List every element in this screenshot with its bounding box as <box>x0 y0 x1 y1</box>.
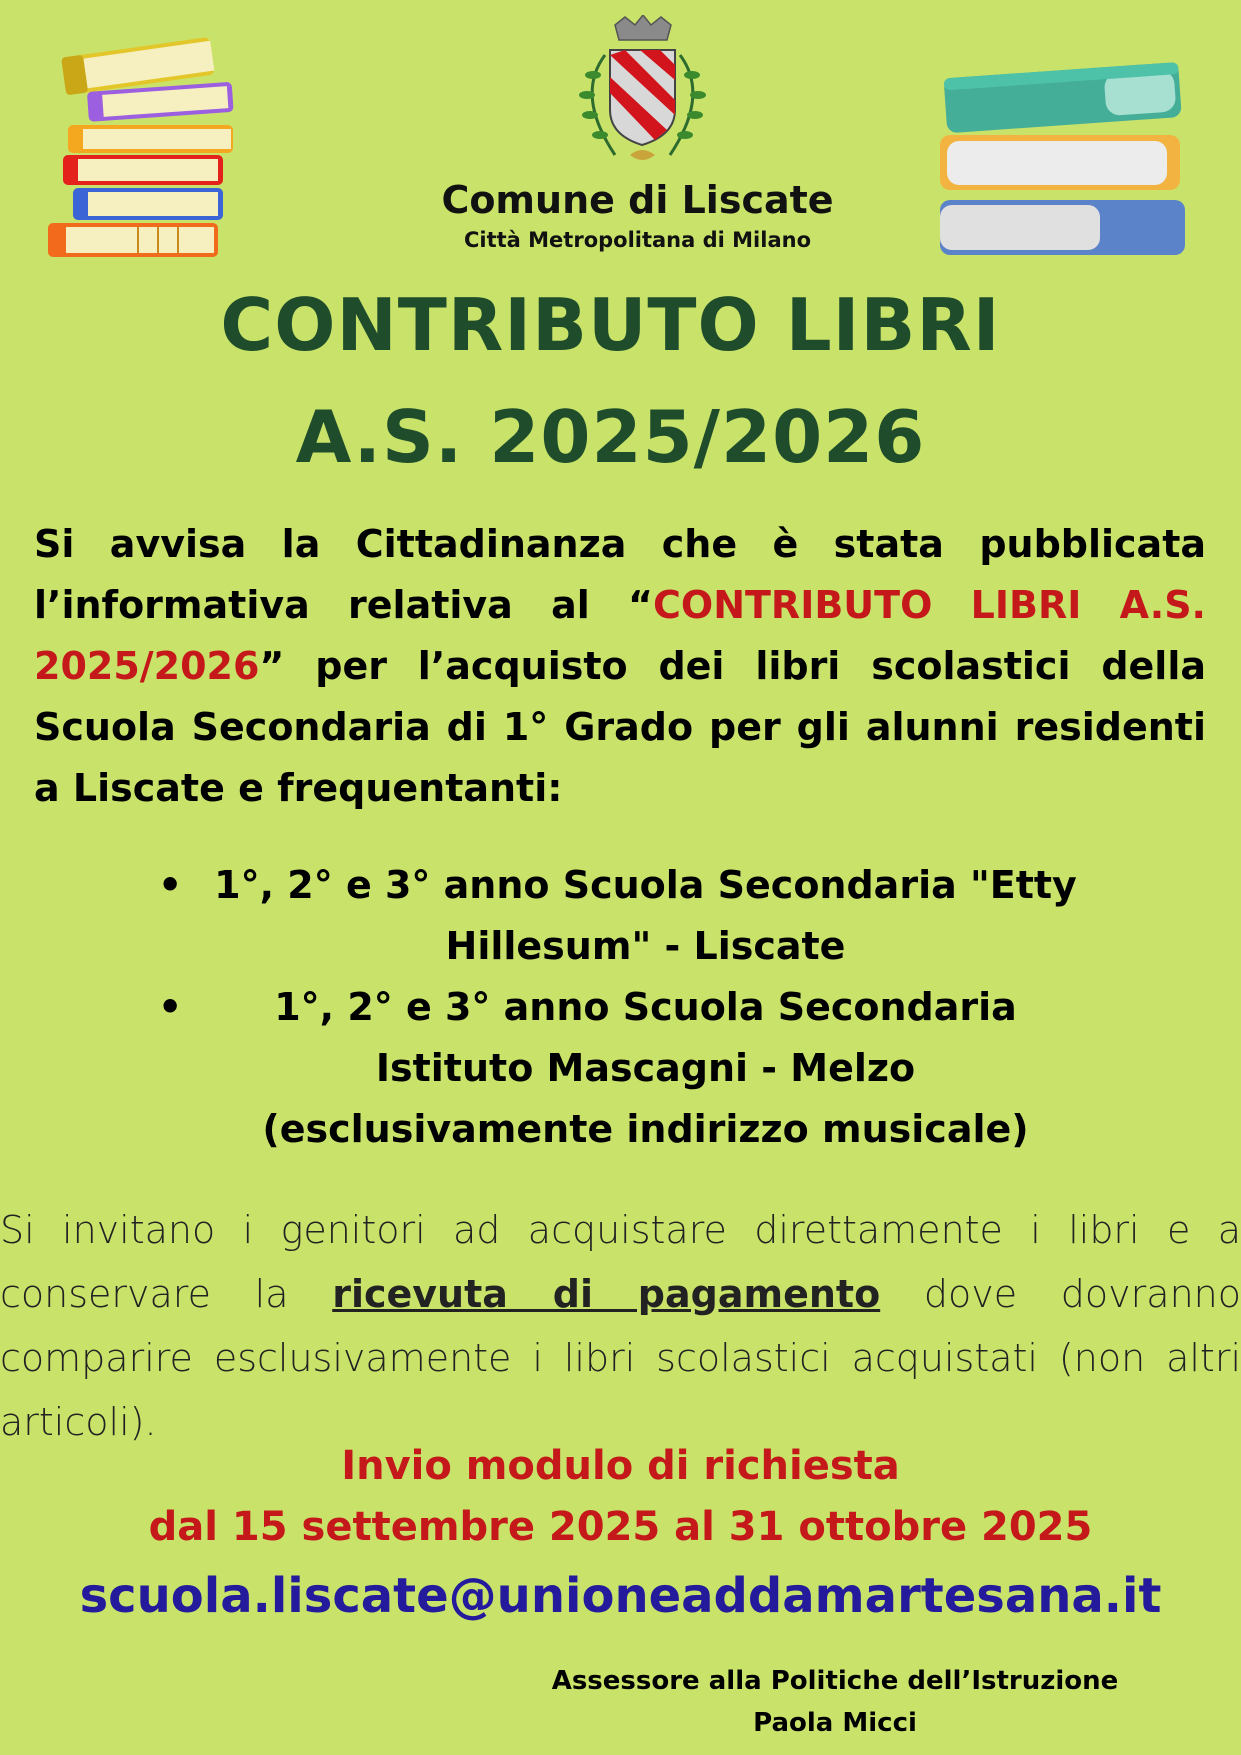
list-item-text: 1°, 2° e 3° anno Scuola Secondaria <box>274 985 1017 1029</box>
municipality-name: Comune di Liscate <box>441 178 834 222</box>
intro-highlight: CONTRIBUTO LIBRI A.S. 2025/2026 <box>34 583 1206 688</box>
invite-emphasis: ricevuta di pagamento <box>332 1272 881 1316</box>
deadline-dates: dal 15 settembre 2025 al 31 ottobre 2025 <box>148 1504 1093 1550</box>
municipality-subtitle: Città Metropolitana di Milano <box>463 228 811 252</box>
bullet-icon: • <box>158 863 183 907</box>
list-item <box>0 977 1241 1160</box>
list-item <box>0 855 1241 977</box>
book-stack-icon <box>48 25 258 260</box>
intro-text: ” per l’acquisto dei libri scolastici della Scuola Secondaria di 1° Grado per gli alunni residenti a Liscate e frequentanti: <box>34 644 1206 810</box>
invite-text: Si invitano i genitori ad acquistare direttamente i libri e a conservare la <box>0 1208 1241 1316</box>
intro-text: Si avvisa la Cittadinanza che è stata pubblicata l’informativa relativa al “ <box>34 522 1206 627</box>
signature-role: Assessore alla Politiche dell’Istruzione <box>551 1666 1119 1696</box>
list-item-text: Istituto Mascagni - Melzo <box>375 1046 916 1090</box>
school-list <box>0 855 1241 1160</box>
page-title: CONTRIBUTO LIBRI <box>220 283 1001 367</box>
bullet-icon: • <box>158 985 183 1029</box>
invite-paragraph <box>0 1198 1241 1454</box>
list-item-note: (esclusivamente indirizzo musicale) <box>262 1107 1029 1151</box>
coat-of-arms-icon <box>555 15 730 175</box>
intro-paragraph <box>34 514 1206 819</box>
signature-name: Paola Micci <box>753 1708 917 1738</box>
contact-email[interactable]: scuola.liscate@unioneaddamartesana.it <box>79 1568 1162 1624</box>
list-item-text: 1°, 2° e 3° anno Scuola Secondaria "Etty Hillesum" - Liscate <box>214 863 1077 968</box>
invite-text: dove dovranno comparire esclusivamente i libri scolastici acquistati (non altri articoli). <box>0 1272 1241 1444</box>
school-year-title: A.S. 2025/2026 <box>295 395 926 479</box>
deadline-heading: Invio modulo di richiesta <box>341 1443 900 1489</box>
